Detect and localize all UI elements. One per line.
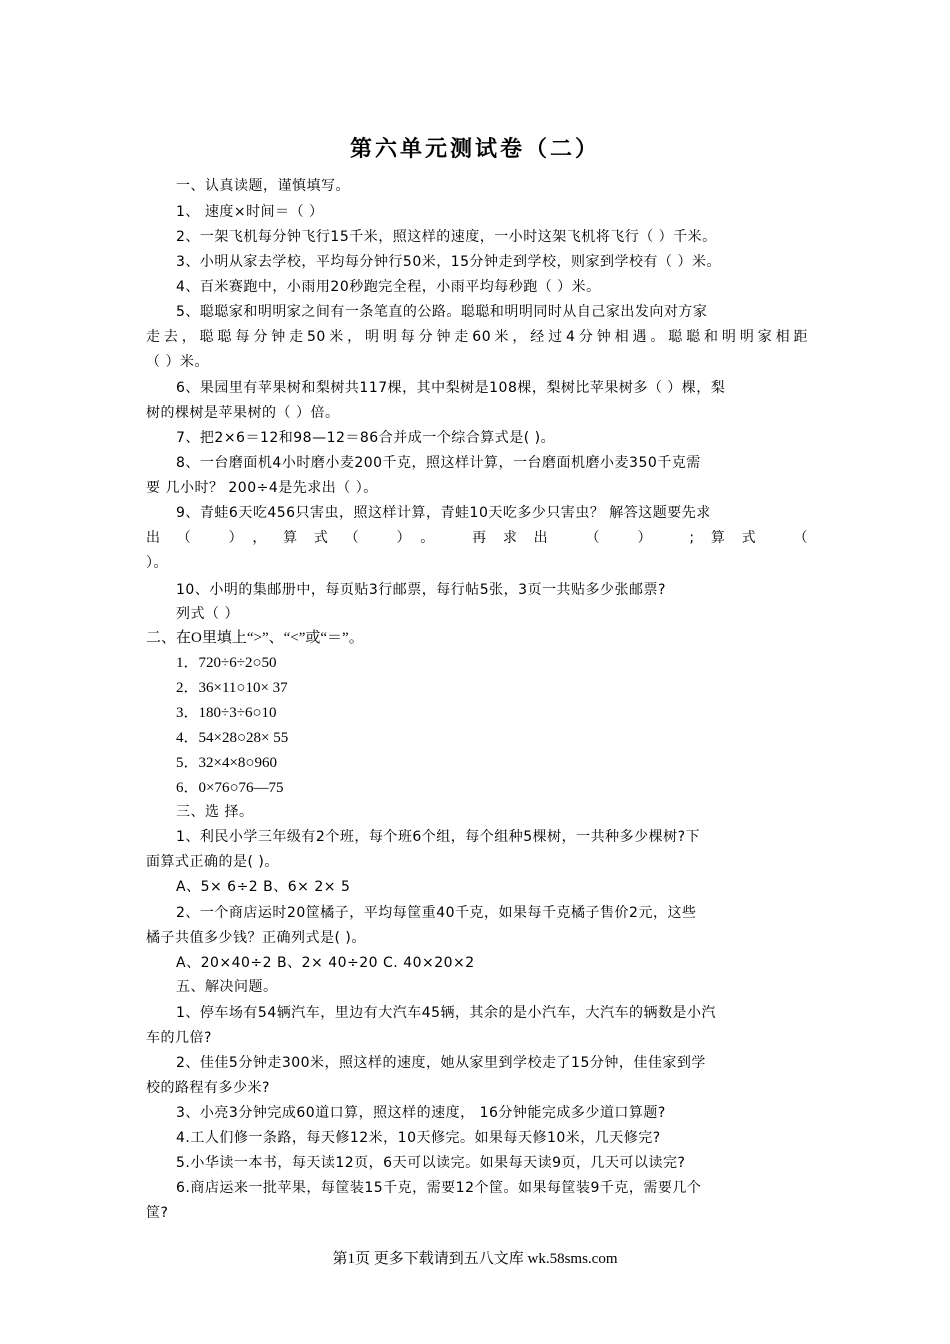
problem-2-line-2: 校的路程有多少米? [146, 1080, 270, 1096]
question-1-4: 4、百米赛跑中，小雨用20秒跑完全程，小雨平均每秒跑（ ）米。 [176, 279, 601, 295]
question-1-10-formula: 列式（ ） [176, 606, 239, 622]
problem-1-line-2: 车的几倍? [146, 1030, 212, 1046]
question-1-7: 7、把2×6＝12和98—12＝86合并成一个综合算式是( )。 [176, 430, 556, 446]
question-1-8-line-1: 8、一台磨面机4小时磨小麦200千克，照这样计算，一台磨面机磨小麦350千克需 [176, 455, 701, 471]
choice-question-2-options: A、20×40÷2 B、2× 40÷20 C. 40×20×2 [176, 955, 475, 971]
question-1-10: 10、小明的集邮册中，每页贴3行邮票，每行帖5张，3页一共贴多少张邮票? [176, 582, 666, 598]
question-1-9-line-2: 出（ ），算式（ ）。 再求出 （ ） ;算式 （ [146, 530, 808, 546]
section-2-heading: 二、在O里填上“>”、“<”或“＝”。 [146, 630, 364, 646]
choice-question-2-line-2: 橘子共值多少钱？正确列式是( )。 [146, 930, 366, 946]
section-1-heading: 一、认真读题，谨慎填写。 [176, 178, 350, 194]
compare-item-6: 6．0×76○76—75 [176, 780, 284, 796]
compare-item-1: 1．720÷6÷2○50 [176, 655, 277, 671]
problem-3: 3、小亮3分钟完成60道口算，照这样的速度， 16分钟能完成多少道口算题? [176, 1105, 666, 1121]
choice-question-1-line-2: 面算式正确的是( )。 [146, 854, 279, 870]
question-1-5-line-1: 5、聪聪家和明明家之间有一条笔直的公路。聪聪和明明同时从自己家出发向对方家 [176, 304, 708, 320]
problem-1-line-1: 1、停车场有54辆汽车，里边有大汽车45辆，其余的是小汽车，大汽车的辆数是小汽 [176, 1005, 717, 1021]
problem-4: 4.工人们修一条路，每天修12米，10天修完。如果每天修10米，几天修完? [176, 1130, 661, 1146]
page-footer: 第1页 更多下载请到五八文库 wk.58sms.com [332, 1251, 618, 1267]
question-1-6-line-1: 6、果园里有苹果树和梨树共117棵，其中梨树是108棵，梨树比苹果树多（ ）棵，梨 [176, 380, 726, 396]
question-1-5-line-2: 走去，聪聪每分钟走50米，明明每分钟走60米，经过4分钟相遇。聪聪和明明家相距 [146, 329, 808, 345]
section-5-heading: 五、解决问题。 [176, 979, 278, 995]
compare-item-5: 5．32×4×8○960 [176, 755, 277, 771]
choice-question-1-line-1: 1、利民小学三年级有2个班，每个班6个组，每个组种5棵树，一共种多少棵树?下 [176, 829, 701, 845]
page-title: 第六单元测试卷（二） [349, 136, 600, 162]
question-1-9-line-1: 9、青蛙6天吃456只害虫，照这样计算，青蛙10天吃多少只害虫？ 解答这题要先求 [176, 505, 711, 521]
problem-6-line-1: 6.商店运来一批苹果，每筐装15千克，需要12个筐。如果每筐装9千克，需要几个 [176, 1180, 702, 1196]
choice-question-2-line-1: 2、一个商店运时20筐橘子，平均每筐重40千克，如果每千克橘子售价2元，这些 [176, 905, 697, 921]
problem-5: 5.小华读一本书，每天读12页，6天可以读完。如果每天读9页，几天可以读完? [176, 1155, 686, 1171]
compare-item-3: 3．180÷3÷6○10 [176, 705, 277, 721]
question-1-3: 3、小明从家去学校，平均每分钟行50米，15分钟走到学校，则家到学校有（ ）米。 [176, 254, 721, 270]
section-3-heading: 三、选 择。 [176, 804, 254, 820]
question-1-1: 1、 速度×时间＝（ ） [176, 204, 324, 220]
compare-item-2: 2．36×11○10× 37 [176, 680, 288, 696]
question-1-6-line-2: 树的棵树是苹果树的（ ）倍。 [146, 405, 340, 421]
question-1-5-line-3: （ ）米。 [146, 354, 209, 370]
question-1-9-line-3: ）。 [146, 555, 168, 571]
compare-item-4: 4．54×28○28× 55 [176, 730, 289, 746]
problem-6-line-2: 筐? [146, 1205, 169, 1221]
choice-question-1-options: A、5× 6÷2 B、6× 2× 5 [176, 879, 351, 895]
problem-2-line-1: 2、佳佳5分钟走300米，照这样的速度，她从家里到学校走了15分钟，佳佳家到学 [176, 1055, 706, 1071]
question-1-8-line-2: 要 几小时？ 200÷4是先求出（ ）。 [146, 480, 378, 496]
question-1-2: 2、一架飞机每分钟飞行15千米，照这样的速度，一小时这架飞机将飞行（ ）千米。 [176, 229, 717, 245]
